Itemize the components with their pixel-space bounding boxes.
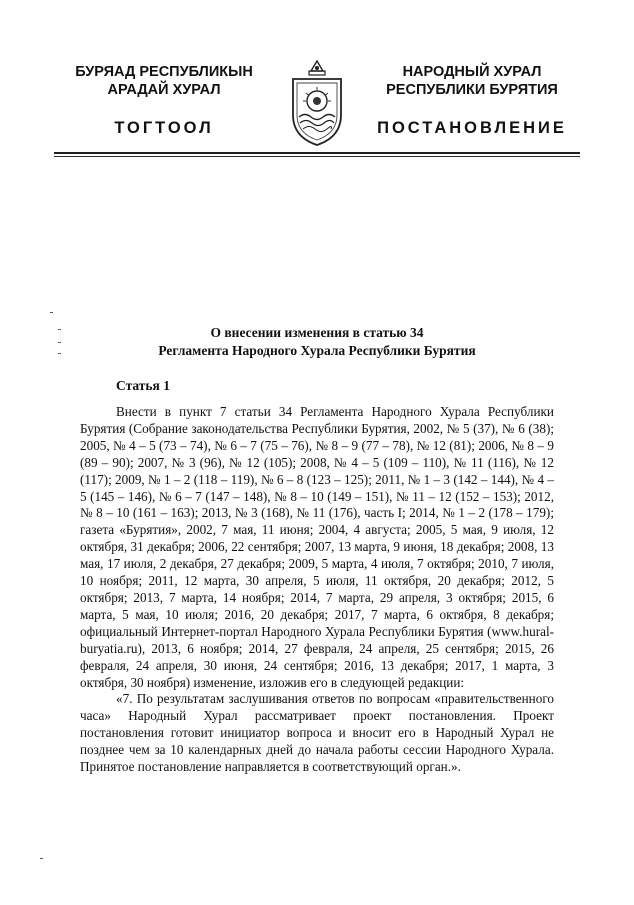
header-left-line2: АРАДАЙ ХУРАЛ <box>107 82 221 98</box>
body-paragraph-1: Внести в пункт 7 статьи 34 Регламента Народного Хурала Республики Бурятия (Собрание законодательства Республики Бурятия, 2002, № 5 (37), № 6 (38); 2005, № 4 – 5 (73 – 74), № 6 – 7 (75 – 76), № 8 – 9 (77 – 78), № 12 (81); 2006, № 8 – 9 (89 – 90); 2007, № 3 (96), № 12 (105); 2008, № 4 – 5 (109 – 110), № 11 (116), № 12 (117); 2009, № 1 – 2 (118 – 119), № 6 – 8 (123 – 125); 2011, № 1 – 3 (142 – 144), № 4 – 5 (145 – 146), № 6 – 7 (147 – 148), № 8 – 10 (149 – 151), № 11 – 12 (152 – 153); 2012, № 8 – 10 (161 – 163); 2013, № 3 (168), № 11 (176), часть I; 2014, № 1 – 2 (178 – 179); газета «Бурятия», 2002, 7 мая, 11 июня; 2004, 4 августа; 2005, 5 мая, 9 июля, 12 октября, 31 декабря; 2006, 22 сентября; 2007, 13 марта, 9 июня, 18 декабря; 2008, 13 мая, 17 июля, 2 декабря, 27 декабря; 2009, 5 марта, 4 июля, 7 октября; 2010, 7 июля, 10 ноября; 2011, 12 марта, 30 апреля, 5 июля, 11 октября, 20 декабря; 2012, 5 октября; 2013, 7 марта, 14 ноября; 2014, 7 марта, 29 апреля, 3 октября; 2015, 6 марта, 5 мая, 10 июля; 2016, 20 декабря; 2017, 7 марта, 6 октября, 8 декабря; официальный Интернет-портал Народного Хурала Республики Бурятия (www.hural-buryatia.ru), 2013, 6 ноября; 2014, 27 февраля, 24 апреля, 25 сентября; 2015, 26 февраля, 24 апреля, 30 июня, 24 сентября; 2016, 13 декабря; 2017, 1 марта, 3 октября, 30 ноября) изменение, изложив его в следующей редакции: <box>80 404 554 690</box>
scan-speck <box>40 858 43 859</box>
header-left-block <box>58 63 270 99</box>
header-right-line1: НАРОДНЫЙ ХУРАЛ <box>402 64 542 80</box>
header-right-block <box>366 63 578 99</box>
coat-of-arms-icon <box>287 57 347 149</box>
header-left-line1: БУРЯАД РЕСПУБЛИКЫН <box>75 64 253 80</box>
scan-speck <box>50 312 53 313</box>
header-right-line2: РЕСПУБЛИКИ БУРЯТИЯ <box>386 82 558 98</box>
document-title <box>80 324 554 360</box>
document-title-line2: Регламента Народного Хурала Республики Бурятия <box>158 343 476 358</box>
header-rule-thin <box>54 156 580 157</box>
header-left-word: ТОГТООЛ <box>114 119 214 137</box>
article-heading: Статья 1 <box>116 378 170 393</box>
body-paragraph-2: «7. По результатам заслушивания ответов по вопросам «правительственного часа» Народный Хурал рассматривает проект постановления. Проект постановления готовит инициатор вопроса и вносит его в Народный Хурал не позднее чем за 10 календарных дней до начала работы сессии Народного Хурала. Принятое постановление направляется в соответствующий орган.». <box>80 691 554 775</box>
scan-speck <box>58 353 61 354</box>
document-title-line1: О внесении изменения в статью 34 <box>210 325 424 340</box>
header-rule-thick <box>54 152 580 154</box>
scan-speck <box>58 329 61 330</box>
document-body <box>80 404 554 776</box>
header-right-word: ПОСТАНОВЛЕНИЕ <box>377 119 567 137</box>
scan-speck <box>58 342 61 343</box>
